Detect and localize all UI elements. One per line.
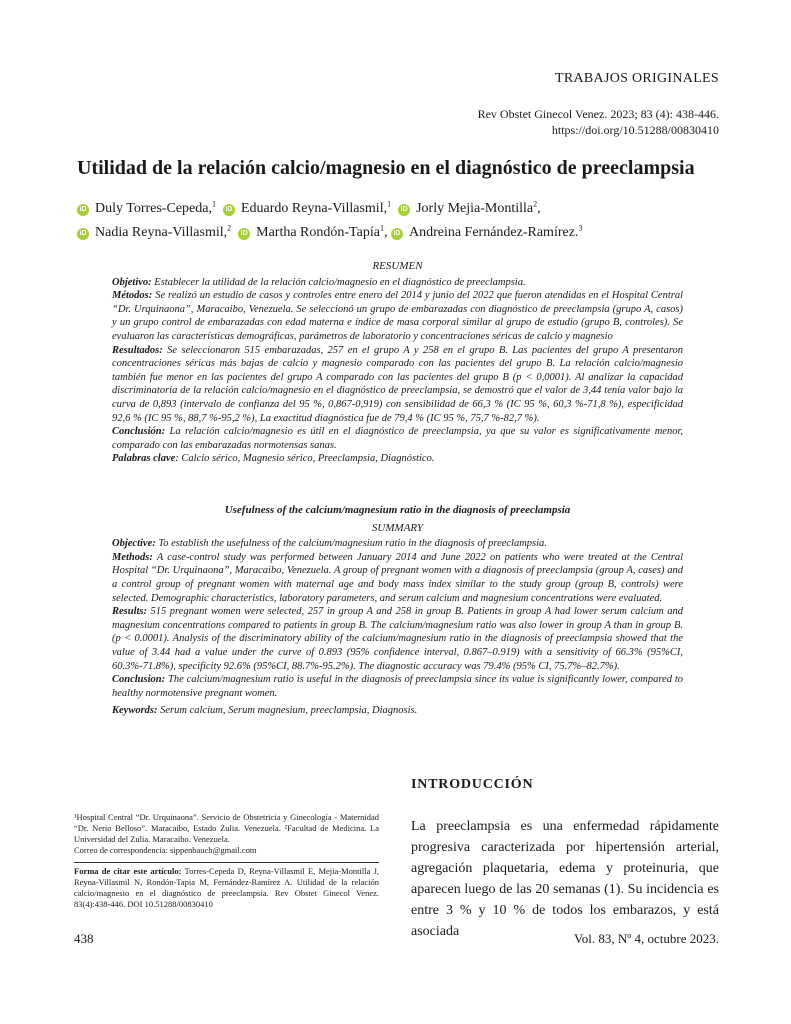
summary-results [112, 605, 683, 673]
author-name: Eduardo Reyna-Villasmil, [240, 200, 388, 216]
affiliations-text: ¹Hospital Central “Dr. Urquinaona”. Servicio de Obstetricia y Ginecología - Maternidad “Dr. Nerio Belloso”. Maracaibo, Estado Zulia. Venezuela. ²Facultad de Medicina. La Universidad del Zulia. Maracaibo. Venezuela. [74, 812, 379, 844]
label: Objetivo: [112, 276, 152, 288]
label: Objective: [112, 538, 156, 550]
correspondence-email: Correo de correspondencia: sippenbauch@gmail.com [74, 845, 257, 855]
issue-info: Vol. 83, Nº 4, octubre 2023. [574, 931, 719, 946]
text: A case-control study was performed between January 2014 and June 2022 on patients who were treated at the Central Hospital “Dr. Urquinaona”, Maracaibo, Venezuela. A group of pregnant women with a diagnosis of preeclampsia (group A, cases) and a control group of pregnant women with maternal age and body mass index similar to the study group (group B, controls) were selected. Demographic characteristics, laboratory parameters, and serum calcium and magnesium concentrations were evaluated. [112, 551, 684, 604]
author-affiliation: 2 [533, 199, 538, 208]
orcid-icon[interactable]: iD [223, 204, 235, 216]
journal-reference [478, 106, 719, 138]
author-name: Nadia Reyna-Villasmil, [95, 225, 228, 241]
author-affiliation: 1 [379, 223, 384, 233]
resumen-resultados [112, 344, 683, 426]
label: Palabras clave [112, 453, 176, 465]
orcid-icon[interactable]: iD [77, 228, 89, 240]
summary-heading: SUMMARY [371, 521, 424, 534]
text: : Calcio sérico, Magnesio sérico, Preeclampsia, Diagnóstico. [175, 453, 435, 465]
author-separator: , [537, 200, 541, 216]
author-separator: , [383, 225, 388, 241]
text: To establish the usefulness of the calcium/magnesium ratio in the diagnosis of preeclampsia. [158, 538, 547, 550]
label: Conclusion: [112, 674, 166, 686]
author-affiliation: 1 [211, 199, 216, 208]
introduction-text: La preeclampsia es una enfermedad rápidamente progresiva caracterizada por hipertensión arterial, agregación plaquetaria, edema y proteinuria, que aparecen luego de las 20 semanas (1). Su incidencia es entre 3 % y 10 % de todos los embarazos, y está asociada [411, 819, 719, 939]
author-5[interactable] [238, 225, 387, 240]
orcid-icon[interactable]: iD [77, 204, 89, 216]
author-affiliation: 1 [387, 199, 392, 208]
citation-footnote [74, 866, 379, 910]
cite-label: Forma de citar este artículo: [74, 866, 182, 876]
resumen-conclusion [112, 425, 683, 452]
author-name: Duly Torres-Cepeda, [95, 200, 212, 216]
footnote-divider [74, 862, 379, 863]
text: The calcium/magnesium ratio is useful in the diagnosis of preeclampsia since its value is significantly lower, compared to healthy normotensive pregnant women. [112, 674, 683, 699]
author-affiliation: 3 [578, 223, 583, 233]
summary-methods [112, 551, 683, 605]
affiliations-footnote [74, 812, 379, 856]
cite-text: Torres-Cepeda D, Reyna-Villasmil E, Mejia-Montilla J, Reyna-Villasmil N, Rondón-Tapia M, Fernández-Ramírez A. Utilidad de la relación calcio/magnesio en el diagnóstico de preeclampsia. Rev Obstet Ginecol Venez. 83(4):438-446. DOI 10.51288/00830410 [74, 866, 379, 909]
resumen-block [112, 260, 683, 466]
orcid-icon[interactable]: iD [391, 228, 403, 240]
resumen-objetivo [112, 276, 683, 290]
text: Serum calcium, Serum magnesium, preeclampsia, Diagnosis. [160, 705, 418, 717]
summary-block [112, 504, 683, 718]
text: Se realizó un estudio de casos y controles entre enero del 2014 y junio del 2022 que fueron atendidas en el Hospital Central “Dr. Urquinaona”, Maracaibo, Venezuela. Se seleccionó un grupo de embarazadas con diagnóstico de preeclampsia (grupo A, casos) y un grupo control de embarazadas con edad materna e índice de masa corporal similar al grupo de estudio (grupo B, controles). Se evaluaron las características demográficas, parámetros de laboratorio y concentraciones séricas de calcio y magnesio [112, 290, 683, 342]
summary-conclusion [112, 673, 683, 700]
text: 515 pregnant women were selected, 257 in group A and 258 in group B. Patients in group A had lower serum calcium and magnesium concentrations compared to patients in group B. The calcium/magnesium ratio was also lower in group A than in group B. (p < 0.0001). Analysis of the discriminatory ability of the calcium/magnesium ratio in the diagnosis of preeclampsia showed that the value of 3.44 had a value under the curve of 0.893 (95% confidence interval, 0.867–0.919) with a sensitivity of 66.3% (95%CI, 60.3%-71.8%), specificity 92.6% (95%CI, 88.7%-95.2%). The diagnostic accuracy was 79.4% (95% CI, 75.7%–82.7%). [112, 606, 683, 672]
doi-link[interactable]: https://doi.org/10.51288/00830410 [551, 123, 719, 137]
author-name: Jorly Mejia-Montilla [416, 200, 534, 216]
label: Resultados: [112, 344, 163, 356]
author-4[interactable] [77, 225, 231, 240]
resumen-palabras-clave [112, 452, 683, 466]
text: Establecer la utilidad de la relación calcio/magnesio en el diagnóstico de preeclampsia. [154, 276, 526, 288]
orcid-icon[interactable]: iD [398, 204, 410, 216]
resumen-metodos [112, 289, 683, 343]
orcid-icon[interactable]: iD [238, 228, 250, 240]
author-1[interactable] [77, 201, 216, 216]
author-3[interactable] [398, 201, 541, 216]
author-name: Andreina Fernández-Ramírez. [408, 225, 579, 241]
label: Keywords: [112, 705, 158, 717]
summary-keywords [112, 704, 683, 718]
summary-objective [112, 537, 683, 551]
label: Conclusión: [112, 426, 166, 438]
page-number: 438 [74, 931, 94, 946]
section-label: TRABAJOS ORIGINALES [555, 71, 719, 86]
article-title: Utilidad de la relación calcio/magnesio en el diagnóstico de preeclampsia [77, 157, 695, 179]
summary-title: Usefulness of the calcium/magnesium ratio in the diagnosis of preeclampsia [224, 504, 571, 516]
resumen-heading: RESUMEN [372, 260, 423, 272]
introduction-heading: INTRODUCCIÓN [411, 777, 534, 792]
author-line-1 [77, 194, 717, 219]
label: Métodos: [112, 290, 153, 302]
text: Se seleccionaron 515 embarazadas, 257 en el grupo A y 258 en el grupo B. Las pacientes del grupo A presentaron concentraciones séricas más bajas de calcio y magnesio comparado con las pacientes del grupo B. La relación calcio/magnesio también fue menor en las pacientes del grupo A comparado con las pacientes del grupo B (p < 0,0001). Al analizar la capacidad discriminatoria de la relación calcio/magnesio en el diagnóstico de preeclampsia, se demostró que el valor de 3,44 tenía valor bajo la curva de 0,893 (intervalo de confianza del 95 %, 0,867-0,919) con sensibilidad de 66,3 % (IC 95 %, 60,3 %-71,8 %), especificidad 92,6 % (IC 95 %, 88,7 %-95,2 %), La exactitud diagnóstica fue de 79,4 % (IC 95 %, 75,7 %-82,7 %). [112, 344, 684, 424]
author-affiliation: 2 [227, 223, 232, 233]
author-6[interactable] [391, 225, 582, 240]
journal-citation: Rev Obstet Ginecol Venez. 2023; 83 (4): 438-446. [477, 107, 719, 121]
text: La relación calcio/magnesio es útil en el diagnóstico de preeclampsia, ya que su valor es significativamente menor, comparado con las embarazadas normotensas sanas. [112, 426, 683, 451]
author-list [77, 194, 717, 243]
author-line-2 [77, 219, 717, 244]
label: Methods: [112, 551, 153, 563]
label: Results: [112, 606, 148, 618]
author-name: Martha Rondón-Tapía [256, 225, 380, 241]
author-2[interactable] [223, 201, 391, 216]
